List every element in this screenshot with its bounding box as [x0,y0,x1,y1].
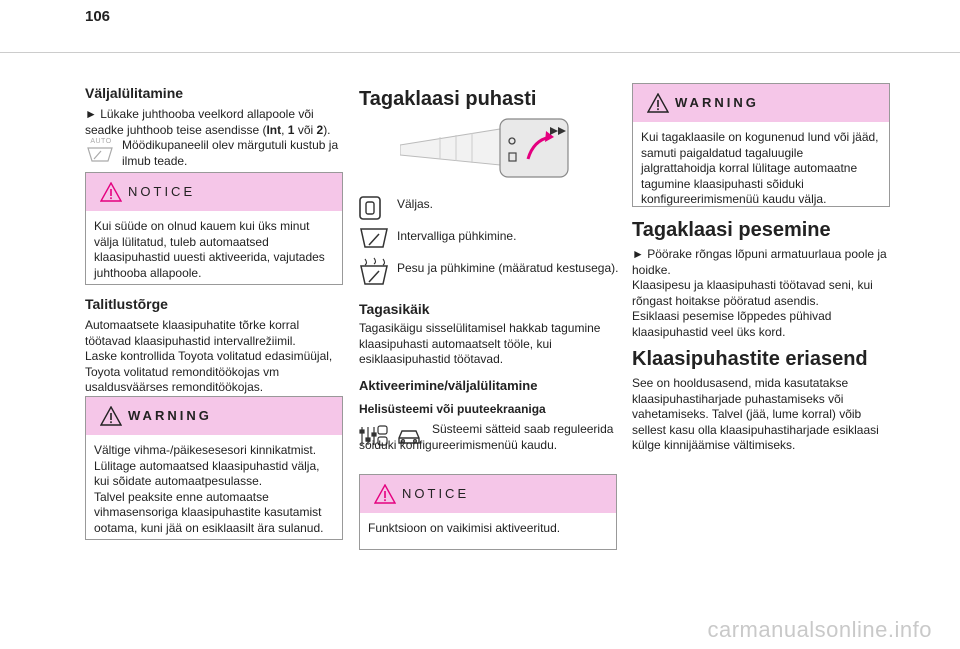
wash-wipe-icon [359,256,389,286]
notice-body: Kui süüde on olnud kauem kui üks minut välja lülitatud, tuleb automaatsed klaasipuhastid uuesti aktiveerida, vajutades juhthooba allapoole. [94,219,325,280]
warning-body: Kui tagaklaasile on kogunenud lund või jääd, samuti paigaldatud tagaluugile jalgrattahoidja korral lülitage automaatne tagumine klaasipuhasti sõiduki konfigureerimismenüü kaudu välja. [641,130,879,206]
activation-subheading: Helisüsteemi või puuteekraaniga [359,402,546,416]
warning-header [633,84,889,122]
activation-body-text: Süsteemi sätteid saab reguleerida sõiduki konfigureerimismenüü kaudu. [359,422,614,452]
page-number: 106 [85,8,111,25]
warning-title: WARNING [128,408,212,423]
warning-header [86,397,342,435]
notice-header [86,173,342,211]
section-heading-service-position: Klaasipuhastite eriasend [632,348,868,370]
wiper-stalk-illustration [400,115,575,183]
notice-body: Funktsioon on vaikimisi aktiveeritud. [368,521,561,535]
indicator-text: Möödikupaneelil olev märgutuli kustub ja ilmub teade. [122,138,339,168]
mode-label-intermittent: Intervalliga pühkimine. [397,229,517,243]
notice-box-2 [359,474,617,550]
warning-triangle-icon [100,406,122,426]
rear-wash-body: ► Pöörake rõngas lõpuni armatuurlaua poole ja hoidke. Klaasipesu ja klaasipuhasti töötavad seni, kui rõngast hoitakse pööratud asendis. Esiklaasi pesemise lõppedes pühivad klaasipuhastid veel üks kord. [632,247,887,339]
auto-label: AUTO [90,138,112,145]
header-divider [0,52,960,53]
section-heading-activation: Aktiveerimine/väljalülitamine [359,378,538,393]
section-heading-rear-wash: Tagaklaasi pesemine [632,219,831,241]
auto-wiper-icon [85,138,117,168]
reverse-body: Tagasikäigu sisselülitamisel hakkab tagumine klaasipuhasti automaatselt tööle, kui esiklaasipuhastid töötavad. [359,321,601,366]
watermark: carmanualsonline.info [707,617,932,642]
section-heading-switch-off: Väljalülitamine [85,85,184,101]
warning-triangle-icon [374,484,396,504]
section-heading-rear-wiper: Tagaklaasi puhasti [359,88,537,110]
notice-box-1 [85,172,343,285]
wiper-icon [85,145,115,165]
warning-triangle-icon [647,93,669,113]
malfunction-body: Automaatsete klaasipuhatite tõrke korral töötavad klaasipuhastid intervallrežiimil. Laske kontrollida Toyota volitatud edasimüüjal, Toyota volitatud remonditöökojas vm usaldusväärses remonditöökojas. [85,318,333,394]
service-position-body: See on hooldusasend, mida kasutatakse klaasipuhastiharjade puhastamiseks või vahetamiseks. Talvel (jää, lume korral) võib sellest kasu olla klaasipuhastiharjade esiklaasi külge kinnijäämise vältimiseks. [632,376,879,452]
warning-box-1 [85,396,343,540]
page-header [0,0,960,52]
warning-box-2 [632,83,890,207]
notice-title: NOTICE [402,486,470,501]
off-mode-icon [359,196,381,220]
warning-body: Vältige vihma-/päikesesesori kinnikatmist. Lülitage automaatsed klaasipuhastid välja, kui sõidate automaatpesulasse. Talvel peaksite enne automaatse vihmasensoriga klaasipuhastite kasutamist ootama, kuni jää on esiklaasilt ära sulanud. [94,443,324,535]
warning-title: WARNING [675,95,759,110]
mode-label-off: Väljas. [397,197,434,211]
warning-triangle-icon [100,182,122,202]
section-heading-malfunction: Talitlustõrge [85,296,168,312]
switch-off-instruction: ► Lükake juhthooba veelkord allapoole või seadke juhthoob teise asendisse (Int, 1 või 2). [85,107,331,137]
intermittent-wipe-icon [359,226,389,250]
section-heading-reverse: Tagasikäik [359,301,430,317]
notice-title: NOTICE [128,184,196,199]
mode-label-wash: Pesu ja pühkimine (määratud kestusega). [397,261,619,275]
notice-header [360,475,616,513]
